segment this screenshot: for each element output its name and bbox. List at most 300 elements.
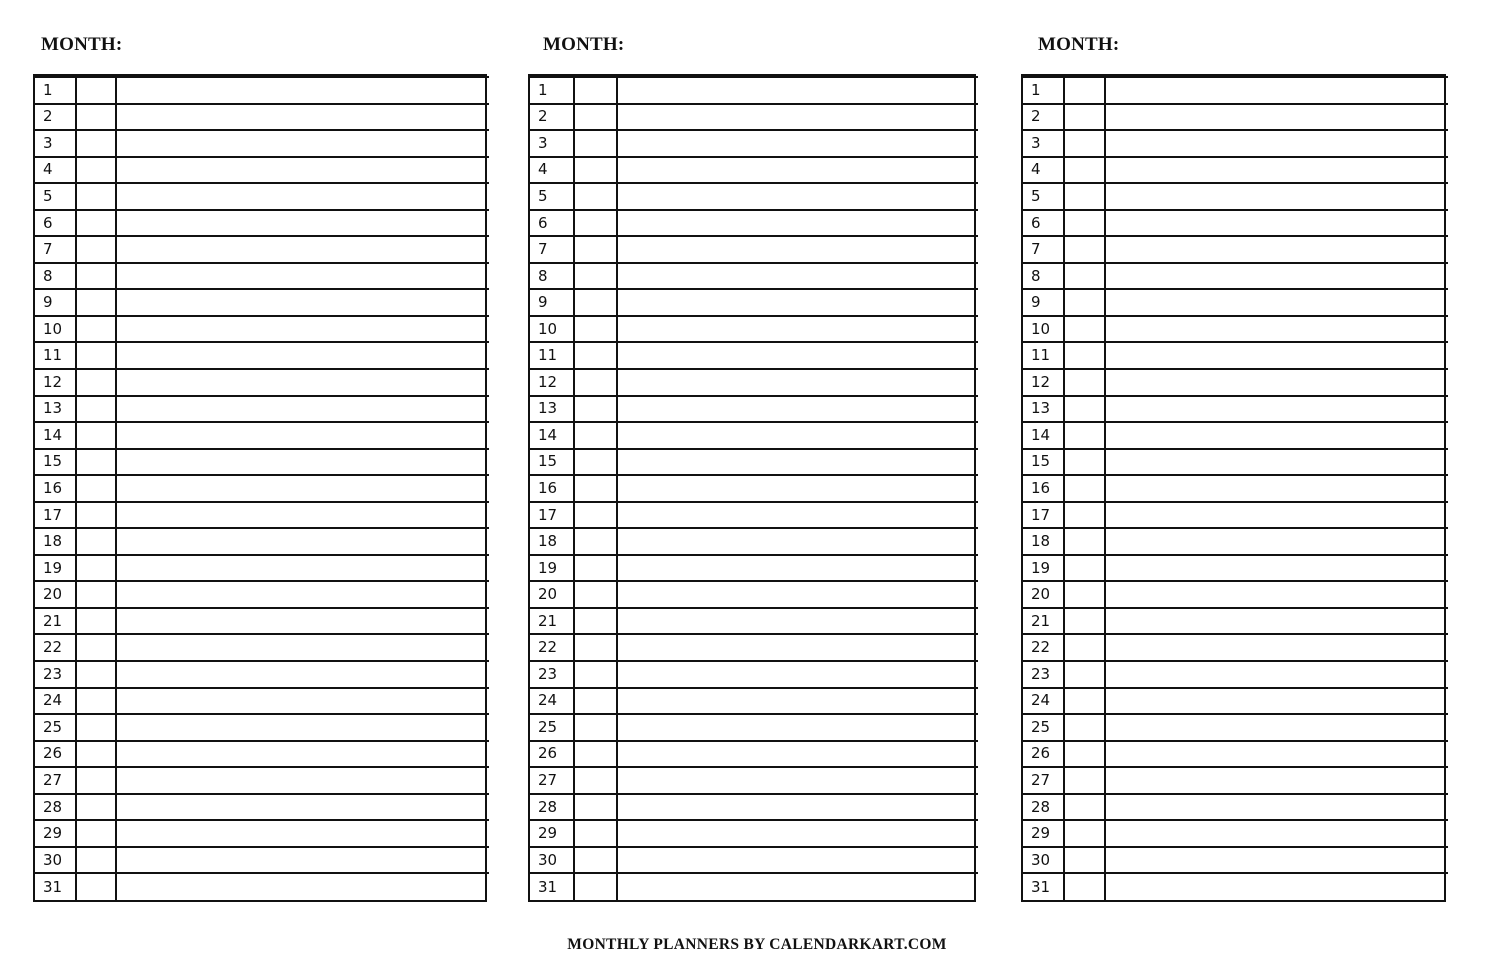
day-weekday-cell[interactable] [574, 236, 617, 263]
day-weekday-cell[interactable] [76, 741, 116, 768]
day-notes-cell[interactable] [617, 608, 978, 635]
day-notes-cell[interactable] [116, 661, 489, 688]
day-notes-cell[interactable] [617, 820, 978, 847]
day-notes-cell[interactable] [617, 873, 978, 900]
day-notes-cell[interactable] [1105, 157, 1448, 184]
day-number: 2 [530, 104, 574, 131]
day-weekday-cell[interactable] [76, 794, 116, 821]
day-notes-cell[interactable] [1105, 104, 1448, 131]
day-row [530, 342, 978, 369]
day-row [530, 263, 978, 290]
day-row [530, 77, 978, 104]
day-number: 27 [35, 767, 76, 794]
day-row [35, 555, 489, 582]
day-notes-cell[interactable] [617, 661, 978, 688]
day-weekday-cell[interactable] [76, 183, 116, 210]
day-weekday-cell[interactable] [76, 104, 116, 131]
day-weekday-cell[interactable] [1064, 263, 1105, 290]
day-notes-cell[interactable] [116, 236, 489, 263]
day-notes-cell[interactable] [116, 767, 489, 794]
day-notes-cell[interactable] [1105, 342, 1448, 369]
day-weekday-cell[interactable] [574, 449, 617, 476]
day-weekday-cell[interactable] [1064, 661, 1105, 688]
day-row [35, 77, 489, 104]
day-row [35, 873, 489, 900]
day-notes-cell[interactable] [617, 236, 978, 263]
day-notes-cell[interactable] [617, 289, 978, 316]
day-notes-cell[interactable] [116, 77, 489, 104]
day-weekday-cell[interactable] [1064, 369, 1105, 396]
day-number: 11 [35, 342, 76, 369]
day-notes-cell[interactable] [617, 263, 978, 290]
day-notes-cell[interactable] [617, 688, 978, 715]
day-number: 23 [35, 661, 76, 688]
day-number: 15 [530, 449, 574, 476]
day-number: 19 [530, 555, 574, 582]
day-weekday-cell[interactable] [1064, 77, 1105, 104]
day-notes-cell[interactable] [116, 555, 489, 582]
day-notes-cell[interactable] [116, 289, 489, 316]
day-number: 27 [1023, 767, 1064, 794]
day-notes-cell[interactable] [617, 422, 978, 449]
day-row [1023, 449, 1448, 476]
day-number: 15 [35, 449, 76, 476]
day-notes-cell[interactable] [1105, 475, 1448, 502]
day-number: 26 [1023, 741, 1064, 768]
day-notes-cell[interactable] [617, 581, 978, 608]
day-number: 6 [530, 210, 574, 237]
day-notes-cell[interactable] [617, 104, 978, 131]
day-row [35, 369, 489, 396]
day-notes-cell[interactable] [1105, 502, 1448, 529]
day-row [530, 714, 978, 741]
day-weekday-cell[interactable] [76, 714, 116, 741]
day-number: 31 [530, 873, 574, 900]
day-notes-cell[interactable] [1105, 794, 1448, 821]
day-notes-cell[interactable] [1105, 77, 1448, 104]
day-row [530, 581, 978, 608]
day-row [530, 289, 978, 316]
day-row [530, 422, 978, 449]
day-notes-cell[interactable] [116, 847, 489, 874]
day-row [530, 820, 978, 847]
day-notes-cell[interactable] [1105, 661, 1448, 688]
day-weekday-cell[interactable] [76, 502, 116, 529]
day-weekday-cell[interactable] [1064, 634, 1105, 661]
day-weekday-cell[interactable] [574, 847, 617, 874]
day-number: 31 [1023, 873, 1064, 900]
day-weekday-cell[interactable] [76, 263, 116, 290]
day-row [35, 581, 489, 608]
day-weekday-cell[interactable] [76, 342, 116, 369]
day-number: 26 [35, 741, 76, 768]
day-weekday-cell[interactable] [76, 236, 116, 263]
day-number: 18 [530, 528, 574, 555]
day-notes-cell[interactable] [1105, 555, 1448, 582]
day-row [1023, 342, 1448, 369]
day-notes-cell[interactable] [617, 183, 978, 210]
day-weekday-cell[interactable] [574, 422, 617, 449]
day-number: 12 [35, 369, 76, 396]
day-weekday-cell[interactable] [574, 316, 617, 343]
day-number: 3 [530, 130, 574, 157]
day-notes-cell[interactable] [116, 422, 489, 449]
day-weekday-cell[interactable] [1064, 210, 1105, 237]
day-weekday-cell[interactable] [1064, 157, 1105, 184]
day-notes-cell[interactable] [617, 794, 978, 821]
day-row [530, 396, 978, 423]
day-weekday-cell[interactable] [574, 873, 617, 900]
day-weekday-cell[interactable] [76, 528, 116, 555]
day-notes-cell[interactable] [116, 688, 489, 715]
day-notes-cell[interactable] [1105, 608, 1448, 635]
day-notes-cell[interactable] [617, 555, 978, 582]
day-row [35, 210, 489, 237]
day-weekday-cell[interactable] [1064, 794, 1105, 821]
day-weekday-cell[interactable] [574, 714, 617, 741]
day-notes-cell[interactable] [1105, 289, 1448, 316]
day-weekday-cell[interactable] [574, 396, 617, 423]
day-weekday-cell[interactable] [574, 767, 617, 794]
day-row [530, 873, 978, 900]
day-weekday-cell[interactable] [574, 794, 617, 821]
day-row [1023, 104, 1448, 131]
day-notes-cell[interactable] [1105, 449, 1448, 476]
day-number: 11 [1023, 342, 1064, 369]
day-weekday-cell[interactable] [1064, 555, 1105, 582]
day-notes-cell[interactable] [617, 77, 978, 104]
day-weekday-cell[interactable] [1064, 422, 1105, 449]
day-notes-cell[interactable] [1105, 422, 1448, 449]
day-weekday-cell[interactable] [76, 581, 116, 608]
day-notes-cell[interactable] [617, 502, 978, 529]
day-weekday-cell[interactable] [574, 502, 617, 529]
day-notes-cell[interactable] [116, 316, 489, 343]
day-notes-cell[interactable] [1105, 210, 1448, 237]
day-notes-cell[interactable] [1105, 688, 1448, 715]
day-weekday-cell[interactable] [1064, 820, 1105, 847]
day-row [35, 422, 489, 449]
day-notes-cell[interactable] [1105, 528, 1448, 555]
day-row [1023, 714, 1448, 741]
day-weekday-cell[interactable] [1064, 873, 1105, 900]
day-weekday-cell[interactable] [574, 289, 617, 316]
day-weekday-cell[interactable] [574, 608, 617, 635]
day-notes-cell[interactable] [116, 369, 489, 396]
day-weekday-cell[interactable] [574, 130, 617, 157]
day-number: 8 [1023, 263, 1064, 290]
day-notes-cell[interactable] [617, 847, 978, 874]
day-weekday-cell[interactable] [1064, 396, 1105, 423]
day-number: 17 [530, 502, 574, 529]
day-weekday-cell[interactable] [574, 688, 617, 715]
day-weekday-cell[interactable] [1064, 449, 1105, 476]
day-number: 19 [35, 555, 76, 582]
day-number: 10 [1023, 316, 1064, 343]
day-weekday-cell[interactable] [76, 608, 116, 635]
day-weekday-cell[interactable] [76, 634, 116, 661]
day-row [530, 502, 978, 529]
day-number: 6 [1023, 210, 1064, 237]
day-weekday-cell[interactable] [76, 475, 116, 502]
day-number: 1 [530, 77, 574, 104]
day-notes-cell[interactable] [116, 183, 489, 210]
day-notes-cell[interactable] [1105, 130, 1448, 157]
day-weekday-cell[interactable] [1064, 502, 1105, 529]
day-number: 25 [35, 714, 76, 741]
day-weekday-cell[interactable] [1064, 528, 1105, 555]
day-notes-cell[interactable] [116, 449, 489, 476]
day-number: 10 [35, 316, 76, 343]
day-weekday-cell[interactable] [76, 130, 116, 157]
day-row [530, 608, 978, 635]
day-notes-cell[interactable] [116, 396, 489, 423]
day-notes-cell[interactable] [1105, 820, 1448, 847]
day-weekday-cell[interactable] [1064, 847, 1105, 874]
day-notes-cell[interactable] [1105, 741, 1448, 768]
day-number: 20 [530, 581, 574, 608]
day-number: 3 [35, 130, 76, 157]
day-number: 21 [1023, 608, 1064, 635]
day-number: 23 [530, 661, 574, 688]
day-number: 5 [35, 183, 76, 210]
day-row [1023, 475, 1448, 502]
day-weekday-cell[interactable] [574, 210, 617, 237]
day-row [1023, 422, 1448, 449]
day-notes-cell[interactable] [116, 157, 489, 184]
day-weekday-cell[interactable] [76, 422, 116, 449]
day-notes-cell[interactable] [617, 714, 978, 741]
day-weekday-cell[interactable] [574, 475, 617, 502]
day-number: 16 [35, 475, 76, 502]
day-notes-cell[interactable] [116, 608, 489, 635]
day-number: 9 [35, 289, 76, 316]
day-number: 22 [35, 634, 76, 661]
day-number: 14 [1023, 422, 1064, 449]
day-weekday-cell[interactable] [574, 555, 617, 582]
day-notes-cell[interactable] [116, 502, 489, 529]
day-number: 11 [530, 342, 574, 369]
day-weekday-cell[interactable] [76, 820, 116, 847]
day-weekday-cell[interactable] [76, 873, 116, 900]
day-weekday-cell[interactable] [76, 396, 116, 423]
day-row [1023, 688, 1448, 715]
day-row [1023, 289, 1448, 316]
day-weekday-cell[interactable] [76, 316, 116, 343]
day-weekday-cell[interactable] [574, 581, 617, 608]
day-row [35, 661, 489, 688]
day-weekday-cell[interactable] [574, 104, 617, 131]
day-weekday-cell[interactable] [574, 77, 617, 104]
day-number: 24 [530, 688, 574, 715]
day-weekday-cell[interactable] [76, 157, 116, 184]
day-notes-cell[interactable] [617, 316, 978, 343]
day-weekday-cell[interactable] [1064, 104, 1105, 131]
day-row [1023, 634, 1448, 661]
day-weekday-cell[interactable] [574, 342, 617, 369]
day-number: 14 [35, 422, 76, 449]
day-weekday-cell[interactable] [574, 741, 617, 768]
day-notes-cell[interactable] [116, 581, 489, 608]
day-number: 1 [35, 77, 76, 104]
day-notes-cell[interactable] [617, 157, 978, 184]
day-number: 20 [1023, 581, 1064, 608]
day-number: 14 [530, 422, 574, 449]
day-number: 15 [1023, 449, 1064, 476]
day-number: 10 [530, 316, 574, 343]
day-notes-cell[interactable] [617, 210, 978, 237]
day-row [1023, 157, 1448, 184]
day-row [530, 316, 978, 343]
day-row [35, 502, 489, 529]
day-notes-cell[interactable] [1105, 396, 1448, 423]
day-row [530, 741, 978, 768]
day-notes-cell[interactable] [116, 475, 489, 502]
day-weekday-cell[interactable] [574, 183, 617, 210]
day-notes-cell[interactable] [617, 342, 978, 369]
day-weekday-cell[interactable] [76, 847, 116, 874]
day-row [1023, 236, 1448, 263]
day-row [1023, 767, 1448, 794]
day-weekday-cell[interactable] [1064, 714, 1105, 741]
day-row [35, 104, 489, 131]
day-weekday-cell[interactable] [1064, 688, 1105, 715]
day-weekday-cell[interactable] [76, 289, 116, 316]
day-weekday-cell[interactable] [76, 210, 116, 237]
day-row [530, 688, 978, 715]
day-notes-cell[interactable] [116, 714, 489, 741]
day-notes-cell[interactable] [617, 130, 978, 157]
day-row [530, 555, 978, 582]
day-weekday-cell[interactable] [1064, 316, 1105, 343]
day-weekday-cell[interactable] [76, 767, 116, 794]
day-weekday-cell[interactable] [1064, 183, 1105, 210]
day-row [530, 210, 978, 237]
day-notes-cell[interactable] [1105, 316, 1448, 343]
day-weekday-cell[interactable] [1064, 475, 1105, 502]
day-number: 21 [35, 608, 76, 635]
day-row [1023, 502, 1448, 529]
day-notes-cell[interactable] [617, 369, 978, 396]
day-notes-cell[interactable] [116, 634, 489, 661]
day-number: 16 [1023, 475, 1064, 502]
day-notes-cell[interactable] [116, 873, 489, 900]
day-row [530, 104, 978, 131]
day-notes-cell[interactable] [617, 767, 978, 794]
day-weekday-cell[interactable] [1064, 608, 1105, 635]
day-weekday-cell[interactable] [76, 688, 116, 715]
day-notes-cell[interactable] [116, 794, 489, 821]
day-weekday-cell[interactable] [76, 555, 116, 582]
day-weekday-cell[interactable] [1064, 130, 1105, 157]
day-notes-cell[interactable] [1105, 767, 1448, 794]
day-weekday-cell[interactable] [1064, 767, 1105, 794]
day-notes-cell[interactable] [617, 475, 978, 502]
day-row [35, 634, 489, 661]
day-notes-cell[interactable] [617, 741, 978, 768]
day-weekday-cell[interactable] [76, 77, 116, 104]
day-weekday-cell[interactable] [76, 369, 116, 396]
day-notes-cell[interactable] [1105, 236, 1448, 263]
day-row [35, 794, 489, 821]
day-number: 17 [1023, 502, 1064, 529]
day-notes-cell[interactable] [1105, 634, 1448, 661]
day-number: 8 [35, 263, 76, 290]
day-notes-cell[interactable] [116, 820, 489, 847]
day-weekday-cell[interactable] [574, 263, 617, 290]
day-row [1023, 661, 1448, 688]
day-weekday-cell[interactable] [1064, 342, 1105, 369]
planner-table-2 [528, 74, 976, 902]
month-label-2: MONTH: [543, 34, 625, 55]
day-notes-cell[interactable] [617, 449, 978, 476]
day-number: 3 [1023, 130, 1064, 157]
day-notes-cell[interactable] [116, 342, 489, 369]
day-number: 29 [1023, 820, 1064, 847]
day-row [35, 847, 489, 874]
day-number: 24 [1023, 688, 1064, 715]
day-notes-cell[interactable] [116, 741, 489, 768]
day-notes-cell[interactable] [1105, 847, 1448, 874]
day-weekday-cell[interactable] [1064, 236, 1105, 263]
day-notes-cell[interactable] [1105, 873, 1448, 900]
day-notes-cell[interactable] [116, 130, 489, 157]
day-number: 16 [530, 475, 574, 502]
day-weekday-cell[interactable] [574, 820, 617, 847]
day-row [530, 661, 978, 688]
day-number: 30 [1023, 847, 1064, 874]
day-notes-cell[interactable] [617, 528, 978, 555]
day-weekday-cell[interactable] [574, 369, 617, 396]
day-weekday-cell[interactable] [1064, 741, 1105, 768]
day-weekday-cell[interactable] [574, 634, 617, 661]
day-number: 7 [530, 236, 574, 263]
day-notes-cell[interactable] [1105, 183, 1448, 210]
day-row [35, 236, 489, 263]
day-row [1023, 77, 1448, 104]
day-notes-cell[interactable] [1105, 369, 1448, 396]
day-number: 22 [530, 634, 574, 661]
day-row [35, 767, 489, 794]
day-weekday-cell[interactable] [574, 661, 617, 688]
day-number: 19 [1023, 555, 1064, 582]
day-weekday-cell[interactable] [574, 528, 617, 555]
day-weekday-cell[interactable] [574, 157, 617, 184]
day-number: 28 [530, 794, 574, 821]
day-notes-cell[interactable] [1105, 581, 1448, 608]
day-number: 5 [1023, 183, 1064, 210]
day-notes-cell[interactable] [116, 263, 489, 290]
day-row [1023, 794, 1448, 821]
day-weekday-cell[interactable] [1064, 289, 1105, 316]
day-notes-cell[interactable] [116, 528, 489, 555]
day-weekday-cell[interactable] [76, 449, 116, 476]
day-notes-cell[interactable] [1105, 263, 1448, 290]
day-weekday-cell[interactable] [76, 661, 116, 688]
day-number: 13 [530, 396, 574, 423]
planner-table-1 [33, 74, 487, 902]
day-weekday-cell[interactable] [1064, 581, 1105, 608]
day-row [35, 289, 489, 316]
month-label-1: MONTH: [41, 34, 123, 55]
day-notes-cell[interactable] [116, 210, 489, 237]
day-row [35, 688, 489, 715]
day-number: 13 [1023, 396, 1064, 423]
day-notes-cell[interactable] [617, 396, 978, 423]
day-notes-cell[interactable] [617, 634, 978, 661]
day-notes-cell[interactable] [116, 104, 489, 131]
day-notes-cell[interactable] [1105, 714, 1448, 741]
